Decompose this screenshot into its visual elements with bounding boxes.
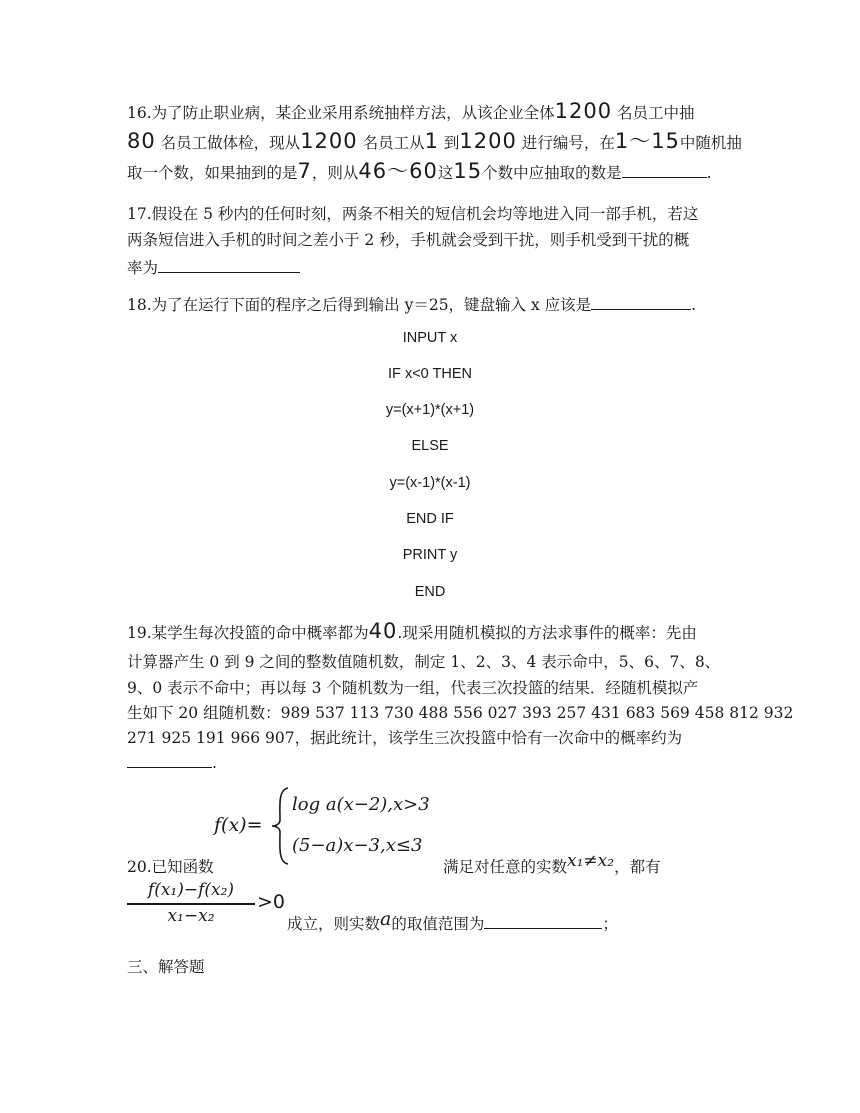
math-1200: 1200 <box>459 129 517 153</box>
q19-line-3: 9、0 表示不命中；再以每 3 个随机数为一组，代表三次投篮的结果．经随机模拟产 <box>127 679 699 697</box>
q16-line-2 <box>127 130 742 154</box>
q17-line-1: 17.假设在 5 秒内的任何时刻，两条不相关的短信机会均等地进入同一部手机，若这 <box>127 205 699 223</box>
code-line: END <box>414 584 446 600</box>
q20-text: 的取值范围为 <box>391 915 485 933</box>
code-line: PRINT y <box>402 547 458 563</box>
q16-line-3 <box>127 160 712 184</box>
math-80: 80 <box>127 129 156 153</box>
q19-line-5: 271 925 191 966 907，据此统计，该学生三次投篮中恰有一次命中的概率约为 <box>127 729 683 747</box>
q17-line-2: 两条短信进入手机的时间之差小于 2 秒，手机就会受到干扰，则手机受到干扰的概 <box>127 231 690 249</box>
fraction-denominator: x₁−x₂ <box>167 906 215 926</box>
q17-text: 率为 <box>127 259 159 277</box>
code-line: y=(x+1)*(x+1) <box>385 402 475 418</box>
math-1200: 1200 <box>554 99 613 123</box>
q16-text: ，则从 <box>311 164 359 182</box>
function-label: f(x)= <box>214 814 263 836</box>
q20-line-2 <box>287 908 618 935</box>
math-condition: x₁≠x₂ <box>567 851 615 871</box>
q19-line-2: 计算器产生 0 到 9 之间的整数值随机数，制定 1、2、3、4 表示命中，5、6、7、8、 <box>127 653 721 671</box>
piecewise-case-1: log a(x−2),x>3 <box>292 794 430 815</box>
section-heading: 三、解答题 <box>127 958 205 976</box>
q16-text: 名员工中抽 <box>617 104 695 122</box>
q18-line-1 <box>127 293 696 316</box>
q19-line-6 <box>127 751 217 774</box>
left-brace <box>270 786 292 866</box>
code-line: ELSE <box>411 438 449 454</box>
q16-text: 中随机抽 <box>679 134 742 152</box>
q16-text: 进行编号，在 <box>521 134 615 152</box>
q17-line-3 <box>127 256 300 279</box>
q20-line-1a: 20.已知函数 <box>127 858 214 876</box>
answer-blank[interactable] <box>591 293 691 310</box>
math-range: 46～60 <box>358 159 438 183</box>
math-gt-zero: >0 <box>257 891 286 913</box>
q20-line-1b <box>443 851 661 878</box>
code-line: END IF <box>406 511 454 527</box>
q16-text: 到 <box>443 134 460 152</box>
q19-text: 19.某学生每次投篮的命中概率都为 <box>127 624 369 642</box>
q16-text: 名员工从 <box>362 134 425 152</box>
q16-text: 名员工做体检，现从 <box>160 134 301 152</box>
code-line: y=(x-1)*(x-1) <box>389 475 471 491</box>
period: . <box>691 296 697 314</box>
period: . <box>212 754 217 772</box>
fraction-numerator: f(x₁)−f(x₂) <box>147 880 235 900</box>
math-7: 7 <box>297 159 312 183</box>
q16-text: 取一个数，如果抽到的是 <box>127 164 298 182</box>
code-line: IF x<0 THEN <box>388 366 472 382</box>
math-40: 40 <box>368 619 398 643</box>
math-1200: 1200 <box>300 129 358 153</box>
q16-line-1 <box>127 100 695 124</box>
q20-text: 成立，则实数 <box>287 915 381 933</box>
code-line: INPUT x <box>402 330 458 346</box>
piecewise-case-2: (5−a)x−3,x≤3 <box>292 835 423 856</box>
answer-blank[interactable] <box>484 912 602 929</box>
q16-text: 16.为了防止职业病，某企业采用系统抽样方法，从该企业全体 <box>127 104 555 122</box>
period: . <box>706 164 712 182</box>
answer-blank[interactable] <box>158 256 300 273</box>
q16-text: 这 <box>437 164 454 182</box>
fraction-bar <box>127 903 255 905</box>
math-a: a <box>380 908 392 930</box>
answer-blank[interactable] <box>127 751 212 768</box>
q19-line-1 <box>127 620 697 644</box>
q20-text: 满足对任意的实数 <box>443 858 568 876</box>
q16-text: 个数中应抽取的数是 <box>482 164 622 182</box>
q18-text: 18.为了在运行下面的程序之后得到输出 y＝25，键盘输入 x 应该是 <box>127 296 592 314</box>
math-15: 15 <box>453 159 483 183</box>
q19-line-4: 生如下 20 组随机数：989 537 113 730 488 556 027 393 257 431 683 569 458 812 932 <box>127 704 794 722</box>
q19-text: .现采用随机模拟的方法求事件的概率：先由 <box>397 624 697 642</box>
semicolon: ； <box>602 915 618 933</box>
answer-blank[interactable] <box>622 161 707 178</box>
math-1: 1 <box>424 129 439 153</box>
math-range: 1～15 <box>614 129 680 153</box>
q20-text: ，都有 <box>614 858 661 876</box>
